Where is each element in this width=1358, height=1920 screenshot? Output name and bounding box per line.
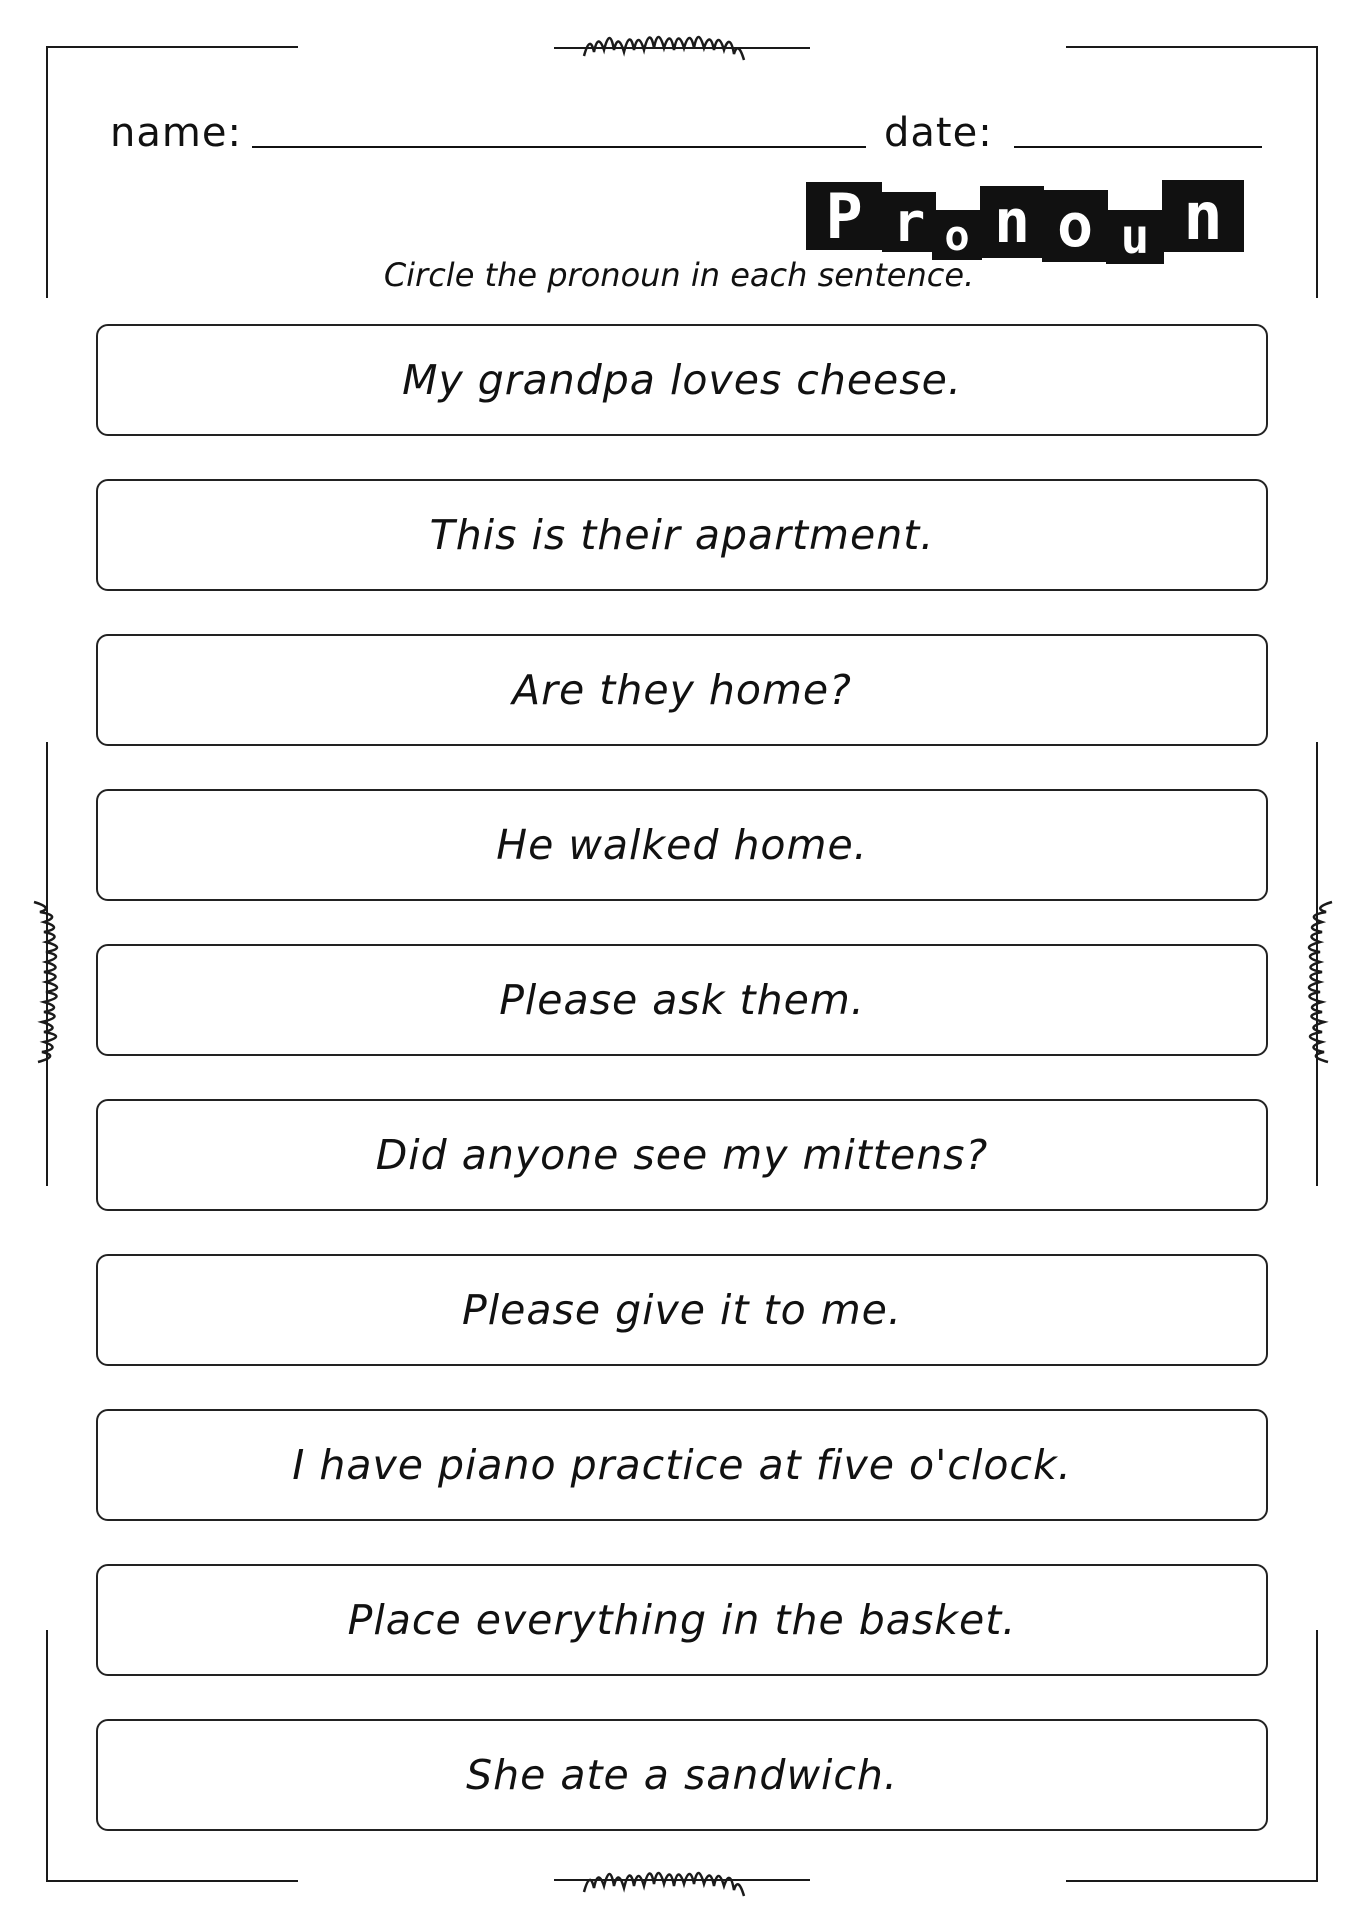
sentence-box[interactable] — [96, 324, 1268, 436]
grass-ornament-left-icon — [28, 862, 68, 1072]
sentence-text[interactable]: Please give it to me. — [462, 1286, 902, 1334]
sentence-text[interactable]: My grandpa loves cheese. — [402, 356, 962, 404]
title-letter: r — [882, 192, 936, 252]
title-letter: n — [980, 186, 1044, 258]
sentence-box[interactable] — [96, 1099, 1268, 1211]
sentence-box[interactable] — [96, 1409, 1268, 1521]
grass-ornament-bottom-icon — [554, 1862, 810, 1902]
title-letter: o — [932, 210, 982, 260]
instruction-text: Circle the pronoun in each sentence. — [383, 256, 975, 294]
sentence-box[interactable] — [96, 634, 1268, 746]
name-line[interactable] — [252, 146, 866, 148]
frame-top-left — [46, 46, 298, 48]
sentence-box[interactable] — [96, 1564, 1268, 1676]
sentence-box[interactable] — [96, 944, 1268, 1056]
sentence-box[interactable] — [96, 479, 1268, 591]
name-label: name: — [110, 110, 242, 156]
grass-ornament-right-icon — [1298, 862, 1338, 1072]
title-letter: n — [1162, 180, 1244, 252]
sentence-text[interactable]: She ate a sandwich. — [466, 1751, 898, 1799]
sentence-text[interactable]: He walked home. — [496, 821, 868, 869]
title-letter: u — [1106, 210, 1164, 264]
title-letter: P — [806, 182, 882, 250]
date-label: date: — [884, 110, 993, 156]
sentence-text[interactable]: Please ask them. — [499, 976, 865, 1024]
sentence-box[interactable] — [96, 789, 1268, 901]
sentence-text[interactable]: I have piano practice at five o'clock. — [292, 1441, 1072, 1489]
frame-right-bottom — [1316, 1630, 1318, 1882]
sentence-text[interactable]: Place everything in the basket. — [347, 1596, 1017, 1644]
sentence-box[interactable] — [96, 1719, 1268, 1831]
frame-top-right — [1066, 46, 1318, 48]
frame-bottom-right — [1066, 1880, 1318, 1882]
grass-ornament-top-icon — [554, 26, 810, 66]
frame-left-bottom — [46, 1630, 48, 1882]
frame-bottom-left — [46, 1880, 298, 1882]
sentence-text[interactable]: This is their apartment. — [429, 511, 935, 559]
sentence-box[interactable] — [96, 1254, 1268, 1366]
date-line[interactable] — [1014, 146, 1262, 148]
sentence-text[interactable]: Did anyone see my mittens? — [375, 1131, 989, 1179]
sentence-text[interactable]: Are they home? — [512, 666, 852, 714]
title-letter: o — [1042, 190, 1108, 262]
